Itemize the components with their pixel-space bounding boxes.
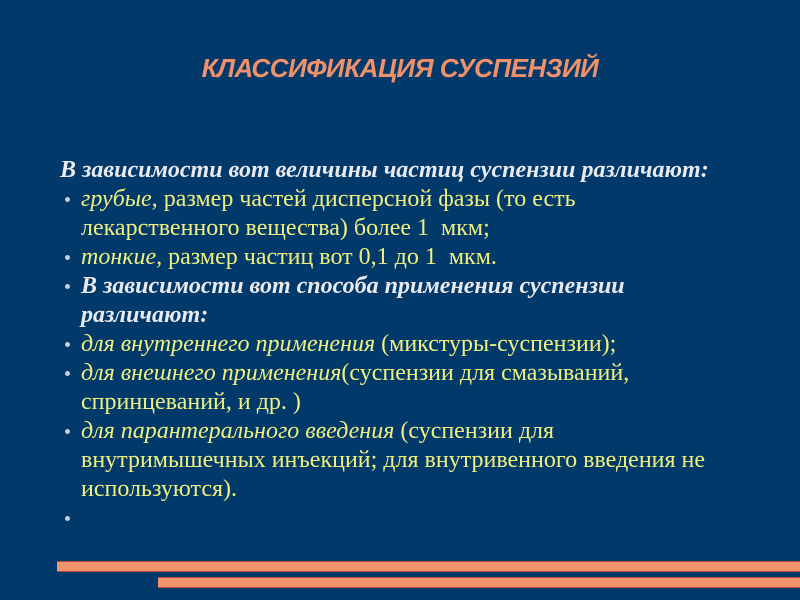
text-segment: В зависимости вот величины частиц суспензии различают: [60,157,709,183]
line-text [81,273,625,299]
line-text [81,302,208,328]
bullet-icon [65,371,70,376]
text-segment: используются). [81,476,237,502]
bullet-icon [65,197,70,202]
text-segment: (суспензии для [394,418,555,444]
text-segment: размер частиц вот 0,1 до 1 мкм. [162,244,497,270]
text-line [60,388,772,417]
line-text [81,476,237,502]
text-segment: В зависимости вот способа применения суспензии [81,273,625,299]
bullet-item [60,504,772,533]
bullet-icon [65,429,70,434]
line-text [60,157,709,183]
text-segment: размер частей дисперсной фазы (то есть [157,186,576,212]
slide-title: КЛАССИФИКАЦИЯ СУСПЕНЗИЙ [201,53,599,83]
text-segment: для внутреннего применения [81,331,376,357]
bullet-icon [65,284,70,289]
text-segment: для внешнего применения [81,360,342,386]
text-line [60,156,772,185]
bullet-icon [65,516,70,521]
text-segment: тонкие, [81,244,163,270]
line-text [81,244,497,270]
line-text [81,447,705,473]
text-segment: различают: [81,302,209,328]
footer-bar-bottom [158,577,800,588]
bullet-item [60,243,772,272]
bullet-icon [65,342,70,347]
line-text [81,215,490,241]
bullet-icon [65,255,70,260]
text-line [60,214,772,243]
text-segment: лекарственного вещества) более 1 мкм; [81,215,490,241]
line-text [81,331,616,357]
bullet-item [60,330,772,359]
bullet-item [60,359,772,388]
text-segment: (суспензии для смазываний, [341,360,630,386]
text-line [60,475,772,504]
bullet-item [60,272,772,301]
line-text [81,360,629,386]
text-segment: внутримышечных инъекций; для внутривенного введения не [81,447,706,473]
text-segment: для парантерального введения [81,418,395,444]
bullet-item [60,417,772,446]
body-lines [60,156,772,533]
text-segment: (микстуры-суспензии); [375,331,617,357]
line-text [81,389,301,415]
bullet-item [60,185,772,214]
text-segment: спринцеваний, и др. ) [81,389,301,415]
text-segment: грубые, [81,186,158,212]
line-text [81,418,554,444]
line-text [81,186,576,212]
text-line [60,446,772,475]
text-line [60,301,772,330]
footer-bar-top [57,561,800,572]
